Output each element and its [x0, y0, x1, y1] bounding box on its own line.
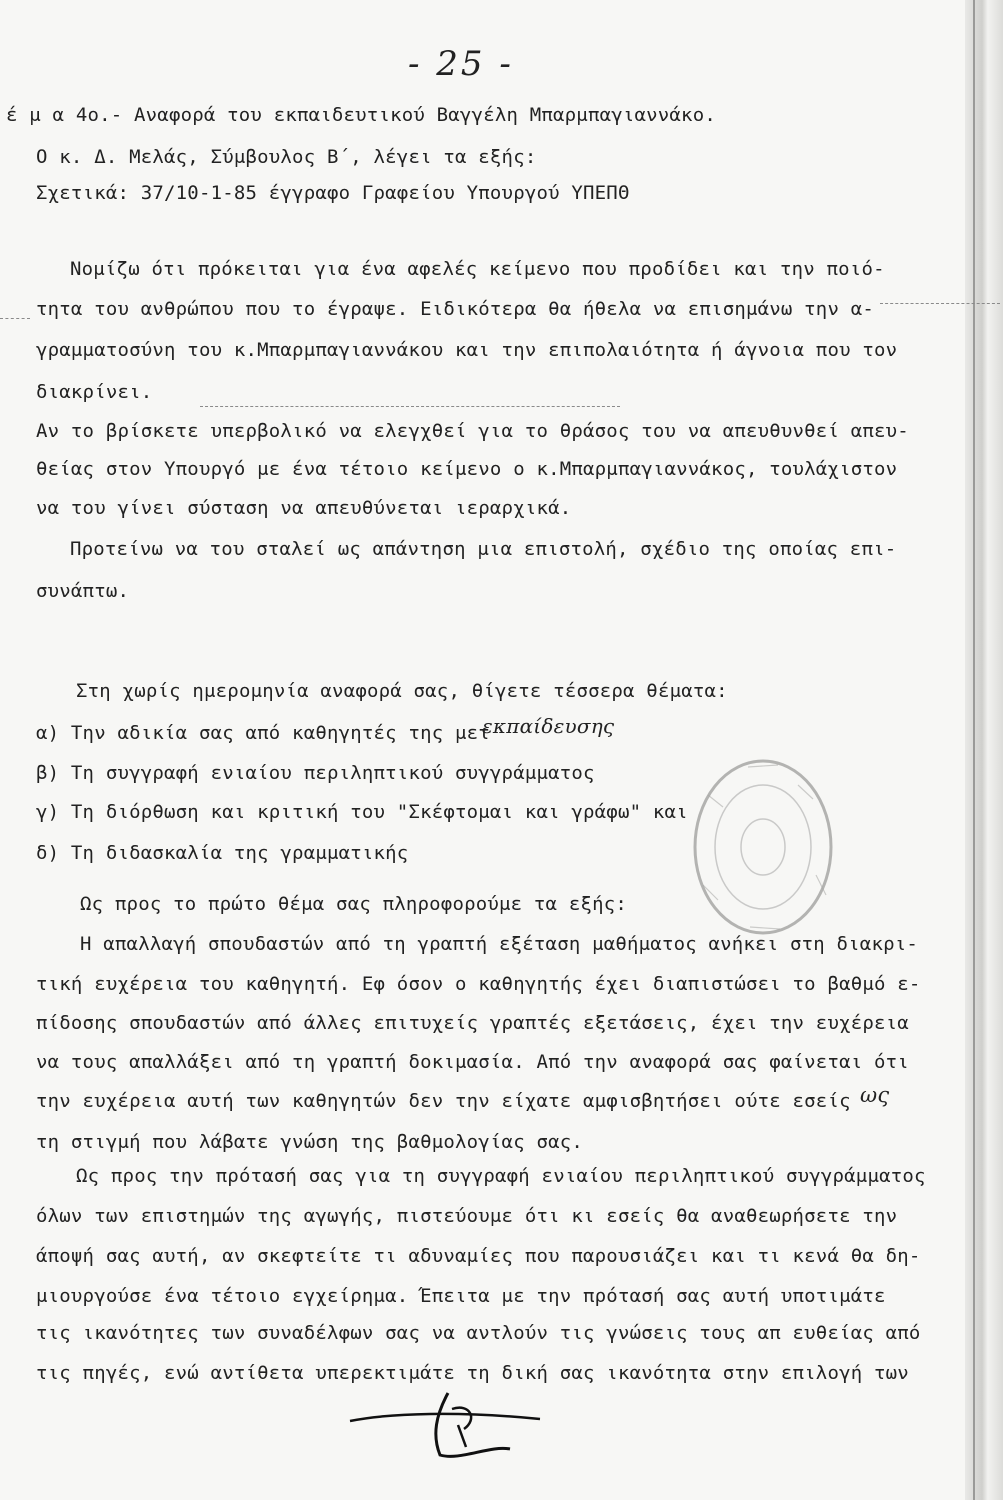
- body-line-3: γραμματοσύνη του κ.Μπαρμπαγιαννάκου και την επιπολαιότητα ή άγνοια που τον: [36, 339, 898, 361]
- body-line-6: θείας στον Υπουργό με ένα τέτοιο κείμενο ο κ.Μπαρμπαγιαννάκος, τουλάχιστον: [36, 458, 898, 480]
- body-line-24: άποψή σας αυτή, αν σκεφτείτε τι αδυναμίες που παρουσιάζει και τι κενά θα δη-: [36, 1245, 921, 1267]
- header-reference: Σχετικά: 37/10-1-85 έγγραφο Γραφείου Υπουργού ΥΠΕΠΘ: [36, 182, 630, 204]
- scan-binding-line: [973, 0, 975, 1500]
- body-line-25: μιουργούσε ένα τέτοιο εγχείρημα. Έπειτα με την πρότασή σας αυτή υποτιμάτε: [36, 1285, 886, 1307]
- list-item-c: γ) Τη διόρθωση και κριτική του "Σκέφτομαι και γράφω" και: [36, 801, 688, 823]
- handwritten-correction: εκπαίδευσης: [482, 714, 615, 738]
- handwritten-signature: [340, 1385, 550, 1465]
- list-item-b: β) Τη συγγραφή ενιαίου περιληπτικού συγγράμματος: [36, 762, 595, 784]
- scan-artifact-dash: [880, 303, 1000, 304]
- body-line-19: να τους απαλλάξει από τη γραπτή δοκιμασία. Από την αναφορά σας φαίνεται ότι: [36, 1051, 909, 1073]
- body-line-1: Νομίζω ότι πρόκειται για ένα αφελές κείμενο που προδίδει και την ποιό-: [70, 258, 885, 280]
- header-speaker: Ο κ. Δ. Μελάς, Σύμβουλος Β΄, λέγει τα εξής:: [36, 146, 537, 168]
- body-line-5: Αν το βρίσκετε υπερβολικό να ελεγχθεί για το θράσος του να απευθυνθεί απευ-: [36, 420, 909, 442]
- body-line-22: Ως προς την πρότασή σας για τη συγγραφή ενιαίου περιληπτικού συγγράμματος: [76, 1165, 926, 1187]
- list-item-a: α) Την αδικία σας από καθηγητές της μετ: [36, 722, 490, 744]
- page-number: - 25 -: [408, 44, 514, 84]
- body-line-7: να του γίνει σύσταση να απευθύνεται ιεραρχικά.: [36, 497, 572, 519]
- body-line-23: όλων των επιστημών της αγωγής, πιστεύουμε ότι κι εσείς θα αναθεωρήσετε την: [36, 1205, 898, 1227]
- body-line-9: συνάπτω.: [36, 580, 130, 602]
- scan-page-edge: [965, 0, 1003, 1500]
- section-heading: Ως προς το πρώτο θέμα σας πληροφορούμε τα εξής:: [80, 893, 628, 915]
- letter-intro: Στη χωρίς ημερομηνία αναφορά σας, θίγετε τέσσερα θέματα:: [76, 680, 728, 702]
- body-line-17: τική ευχέρεια του καθηγητή. Εφ όσον ο καθηγητής έχει διαπιστώσει το βαθμό ε-: [36, 973, 921, 995]
- body-line-21: τη στιγμή που λάβατε γνώση της βαθμολογίας σας.: [36, 1131, 584, 1153]
- scan-artifact-dash: [200, 406, 620, 407]
- body-line-20: την ευχέρεια αυτή των καθηγητών δεν την είχατε αμφισβητήσει ούτε εσείς: [36, 1090, 851, 1112]
- official-stamp: [688, 755, 838, 940]
- body-line-18: πίδοσης σπουδαστών από άλλες επιτυχείς γραπτές εξετάσεις, έχει την ευχέρεια: [36, 1012, 909, 1034]
- body-line-27: τις πηγές, ενώ αντίθετα υπερεκτιμάτε τη δική σας ικανότητα στην επιλογή των: [36, 1362, 909, 1384]
- body-line-4: διακρίνει.: [36, 381, 153, 403]
- body-line-16: Η απαλλαγή σπουδαστών από τη γραπτή εξέταση μαθήματος ανήκει στη διακρι-: [80, 933, 919, 955]
- scan-artifact-dash: [0, 318, 30, 319]
- handwritten-margin-word: ως: [860, 1083, 890, 1107]
- body-line-2: τητα του ανθρώπου που το έγραψε. Ειδικότερα θα ήθελα να επισημάνω την α-: [36, 298, 875, 320]
- body-line-26: τις ικανότητες των συναδέλφων σας να αντλούν τις γνώσεις τους απ ευθείας από: [36, 1322, 921, 1344]
- body-line-8: Προτείνω να του σταλεί ως απάντηση μια επιστολή, σχέδιο της οποίας επι-: [70, 538, 897, 560]
- list-item-d: δ) Τη διδασκαλία της γραμματικής: [36, 842, 409, 864]
- header-subject: έ μ α 4ο.- Αναφορά του εκπαιδευτικού Βαγγέλη Μπαρμπαγιαννάκο.: [6, 104, 716, 126]
